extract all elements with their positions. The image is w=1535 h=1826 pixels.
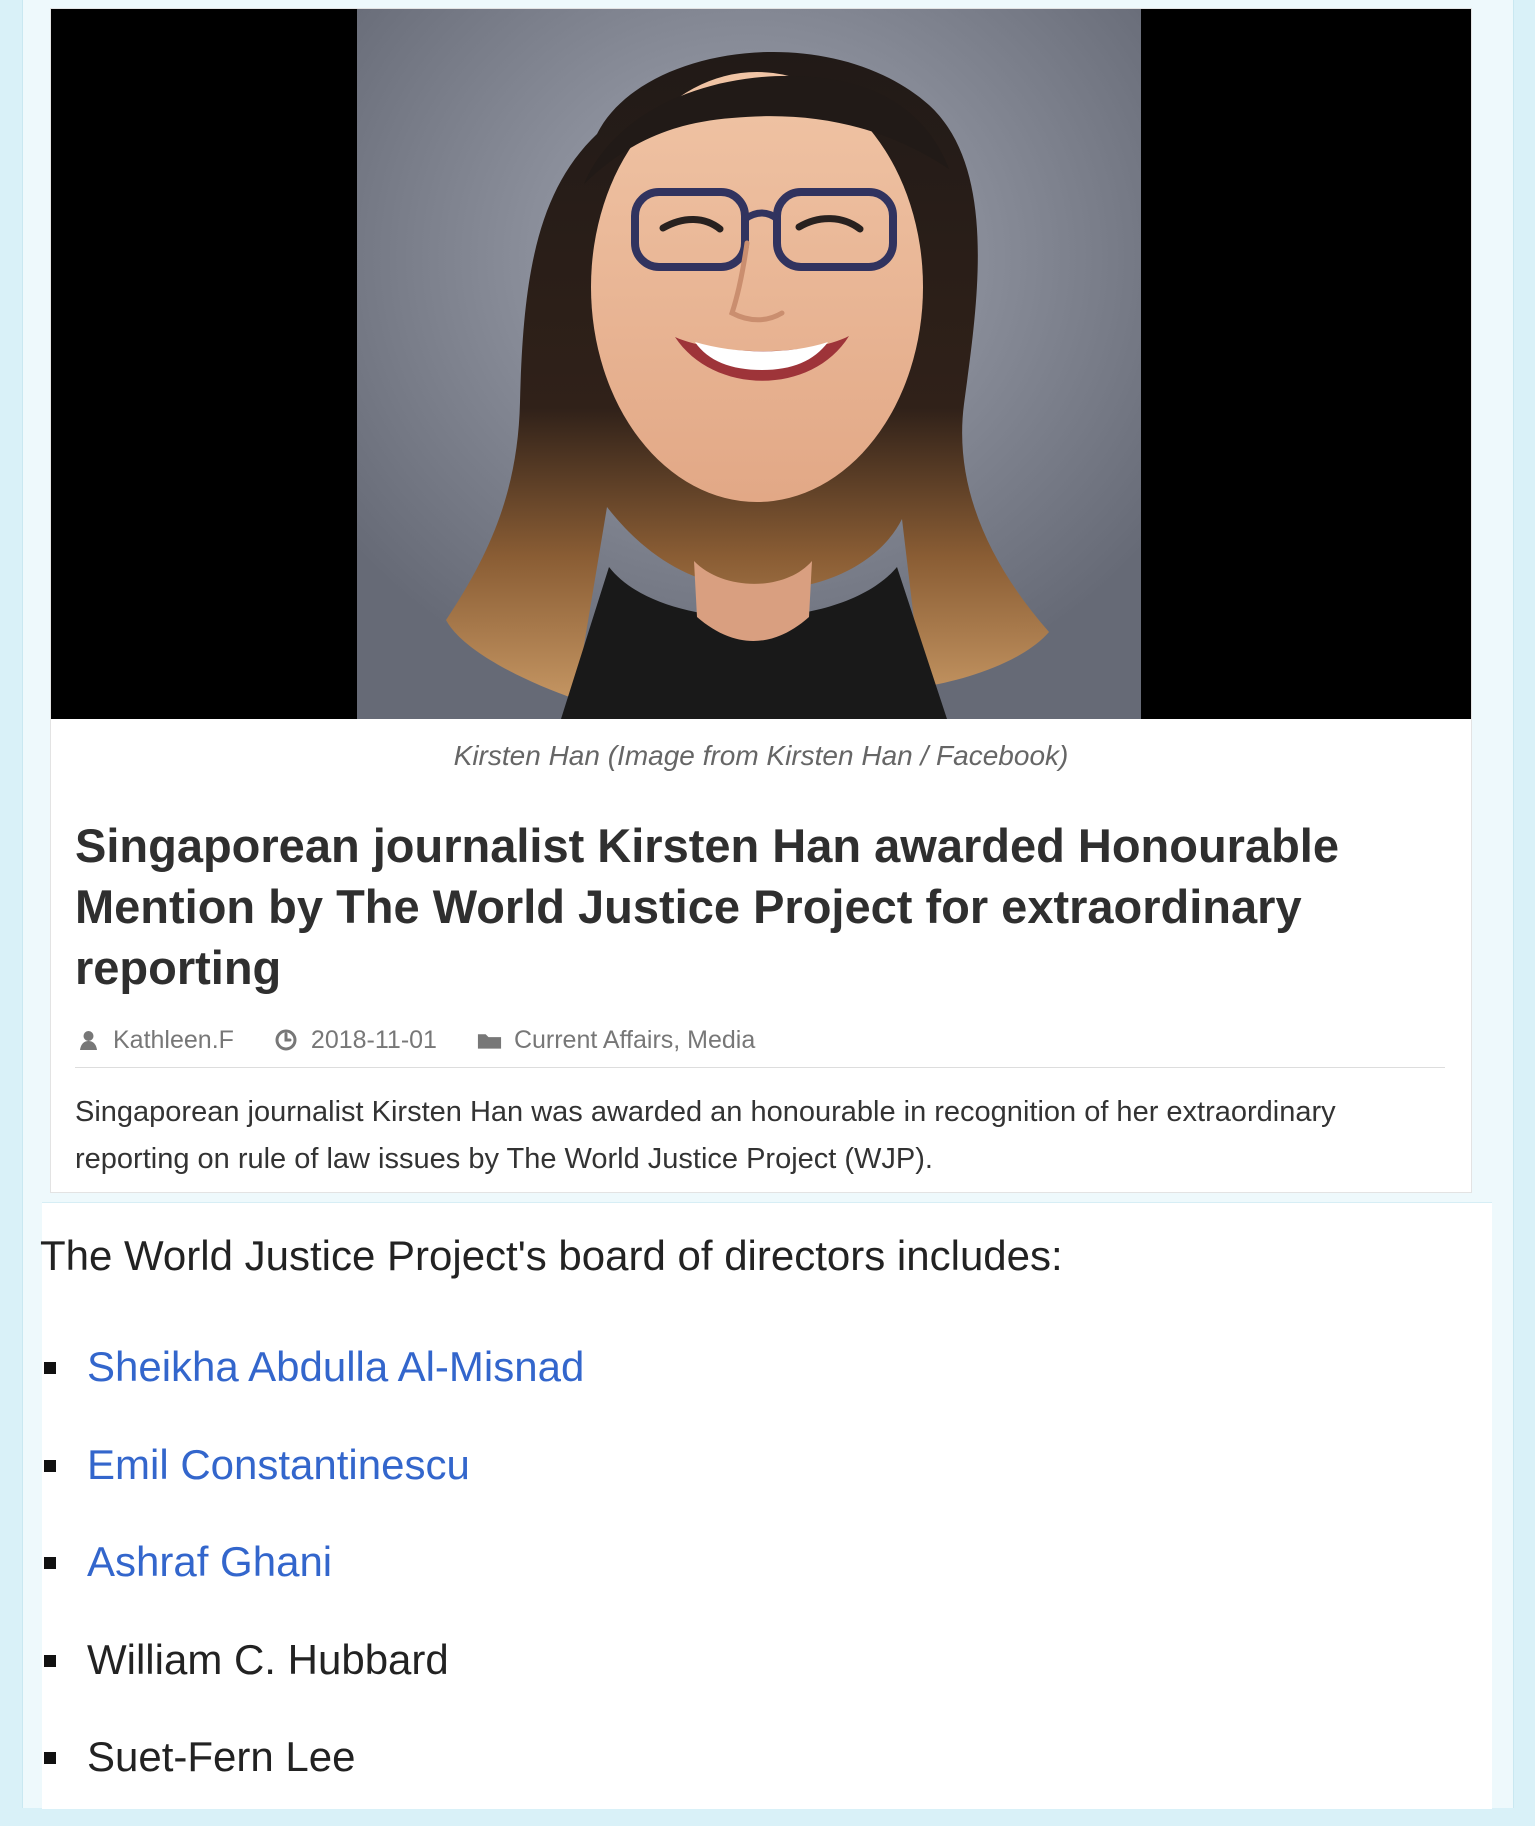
- director-name: William C. Hubbard: [87, 1635, 449, 1683]
- board-directors-list: [40, 1338, 1040, 1826]
- author-name[interactable]: Kathleen.F: [113, 1025, 234, 1054]
- categories-meta: [476, 1026, 755, 1055]
- director-list-item: [40, 1728, 1040, 1826]
- portrait-photo: [357, 9, 1141, 719]
- board-directors-intro: The World Justice Project's board of directors includes:: [40, 1232, 1063, 1279]
- author-meta: [75, 1026, 234, 1055]
- article-meta: [75, 1020, 1445, 1060]
- article-card: [50, 8, 1472, 1193]
- director-link[interactable]: Ashraf Ghani: [87, 1538, 333, 1585]
- article-summary: Singaporean journalist Kirsten Han was awarded an honourable in recognition of her extraordinary reporting on rule of law issues by The World Justice Project (WJP).: [75, 1096, 1336, 1175]
- clock-icon: [273, 1027, 300, 1054]
- square-bullet-icon: [44, 1752, 56, 1764]
- square-bullet-icon: [44, 1460, 56, 1472]
- director-list-item: [40, 1436, 1040, 1534]
- director-list-item: [40, 1631, 1040, 1729]
- director-name: Suet-Fern Lee: [87, 1733, 356, 1780]
- square-bullet-icon: [44, 1655, 56, 1667]
- article-categories[interactable]: Current Affairs, Media: [513, 1025, 756, 1054]
- date-meta: [273, 1026, 437, 1055]
- article-headline: Singaporean journalist Kirsten Han awarded Honourable Mention by The World Justice Project for extraordinary reporting: [75, 819, 1339, 994]
- user-icon: [75, 1027, 102, 1054]
- meta-divider: [75, 1067, 1445, 1068]
- director-list-item: [40, 1338, 1040, 1436]
- publish-date: 2018-11-01: [310, 1025, 437, 1054]
- square-bullet-icon: [44, 1362, 56, 1374]
- square-bullet-icon: [44, 1557, 56, 1569]
- director-list-item: [40, 1533, 1040, 1631]
- folder-icon: [476, 1027, 503, 1054]
- portrait-illustration: [357, 9, 1141, 719]
- article-hero-image: [51, 9, 1471, 719]
- director-link[interactable]: Emil Constantinescu: [87, 1440, 470, 1488]
- image-caption: Kirsten Han (Image from Kirsten Han / Facebook): [453, 740, 1069, 771]
- director-link[interactable]: Sheikha Abdulla Al-Misnad: [87, 1343, 585, 1390]
